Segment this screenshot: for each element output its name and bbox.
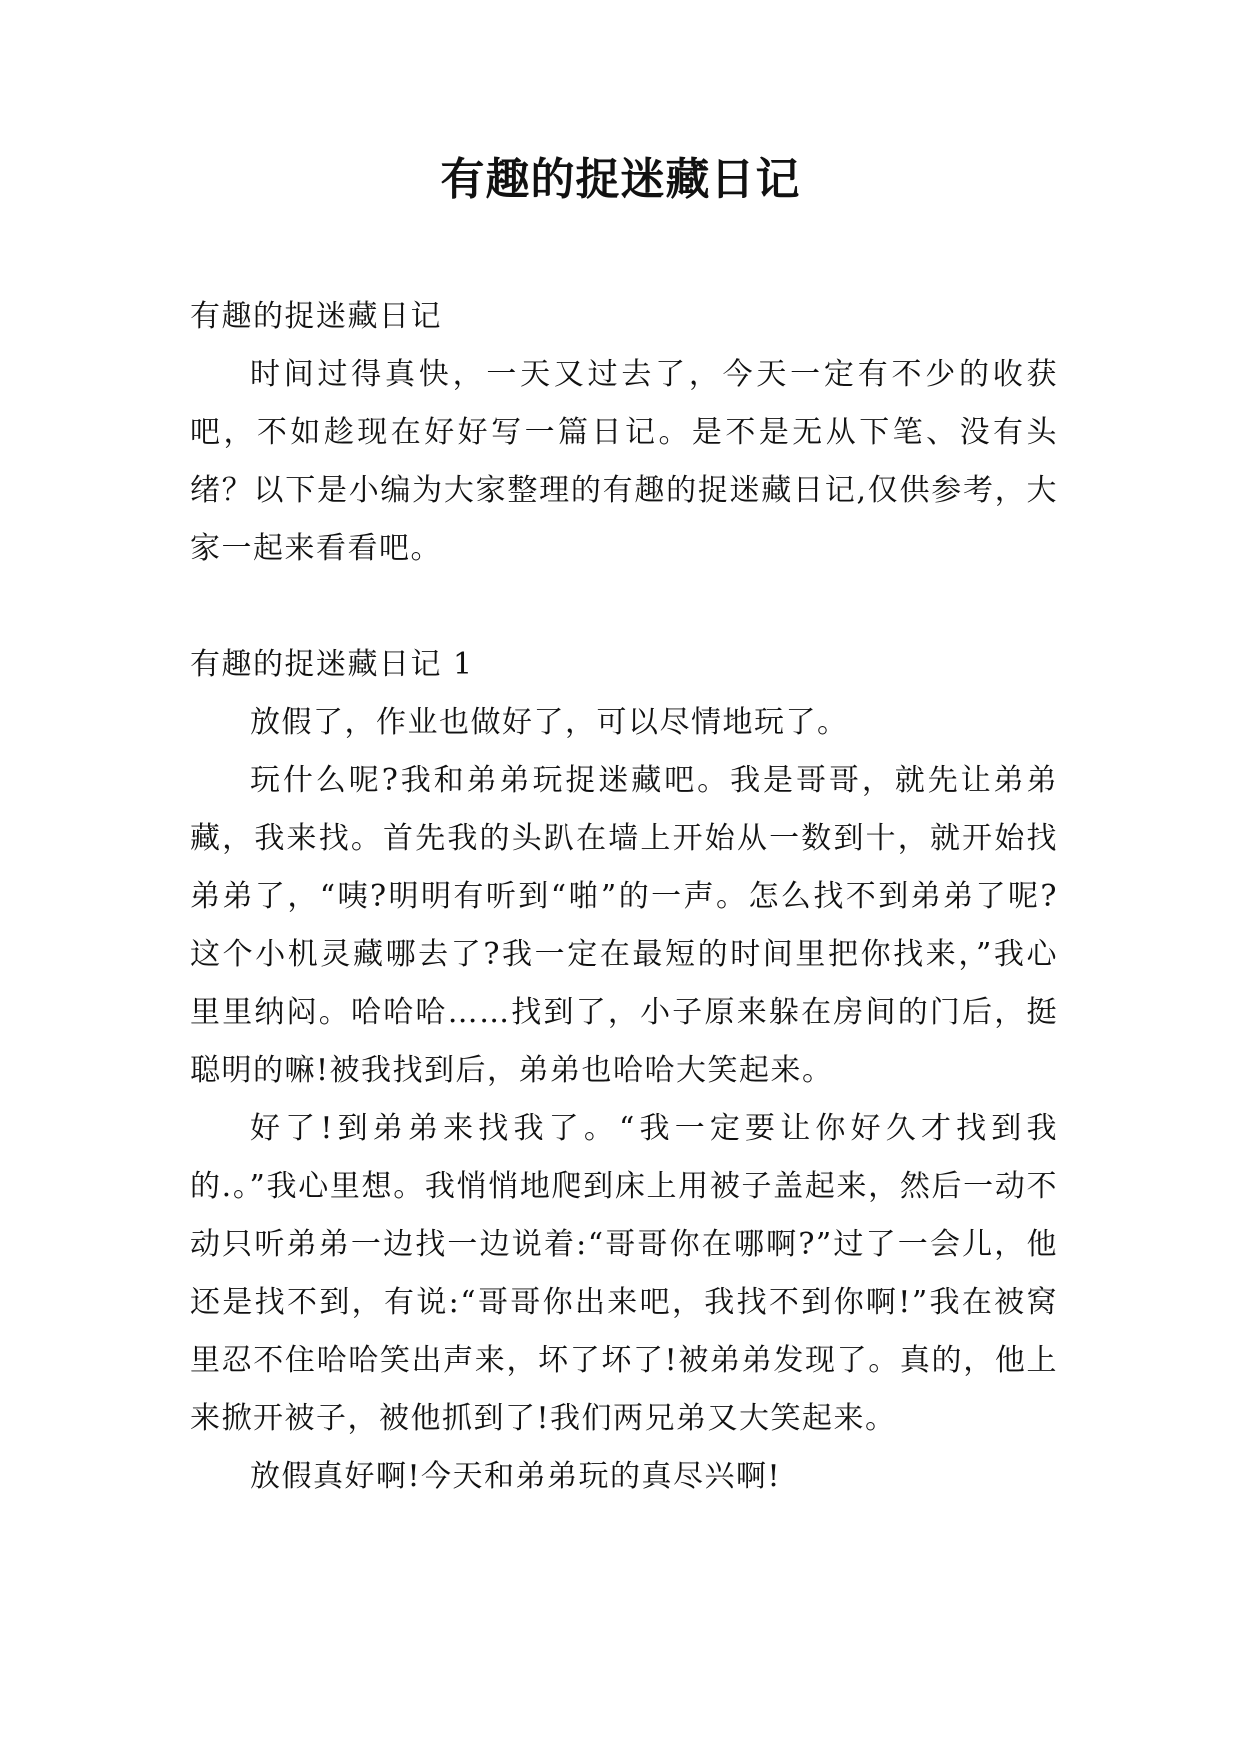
document-title: 有趣的捉迷藏日记 — [440, 154, 801, 205]
section-paragraph: 玩什么呢?我和弟弟玩捉迷藏吧。我是哥哥，就先让弟弟藏，我来找。首先我的头趴在墙上开始从一数到十，就开始找弟弟了，“咦?明明有听到“啪”的一声。怎么找不到弟弟了呢?这个小机灵藏哪去了?我一定在最短的时间里把你找来，”我心里里纳闷。哈哈哈……找到了，小子原来躲在房间的门后，挺聪明的嘛!被我找到后，弟弟也哈哈大笑起来。 — [190, 763, 1058, 1088]
section-spacer — [190, 578, 1058, 636]
section-heading: 有趣的捉迷藏日记 1 — [190, 647, 474, 682]
document-body — [190, 288, 1058, 1506]
section-paragraph: 放假真好啊!今天和弟弟玩的真尽兴啊! — [250, 1459, 782, 1494]
intro-paragraph: 时间过得真快，一天又过去了，今天一定有不少的收获吧，不如趁现在好好写一篇日记。是不是无从下笔、没有头绪？以下是小编为大家整理的有趣的捉迷藏日记,仅供参考，大家一起来看看吧。 — [190, 357, 1058, 566]
section-paragraph: 好了!到弟弟来找我了。“我一定要让你好久才找到我的.。”我心里想。我悄悄地爬到床上用被子盖起来，然后一动不动只听弟弟一边找一边说着:“哥哥你在哪啊?”过了一会儿，他还是找不到，有说:“哥哥你出来吧，我找不到你啊!”我在被窝里忍不住哈哈笑出声来，坏了坏了!被弟弟发现了。真的，他上来掀开被子，被他抓到了!我们两兄弟又大笑起来。 — [190, 1111, 1058, 1436]
section-paragraph: 放假了，作业也做好了，可以尽情地玩了。 — [250, 705, 849, 740]
intro-heading: 有趣的捉迷藏日记 — [190, 299, 442, 334]
